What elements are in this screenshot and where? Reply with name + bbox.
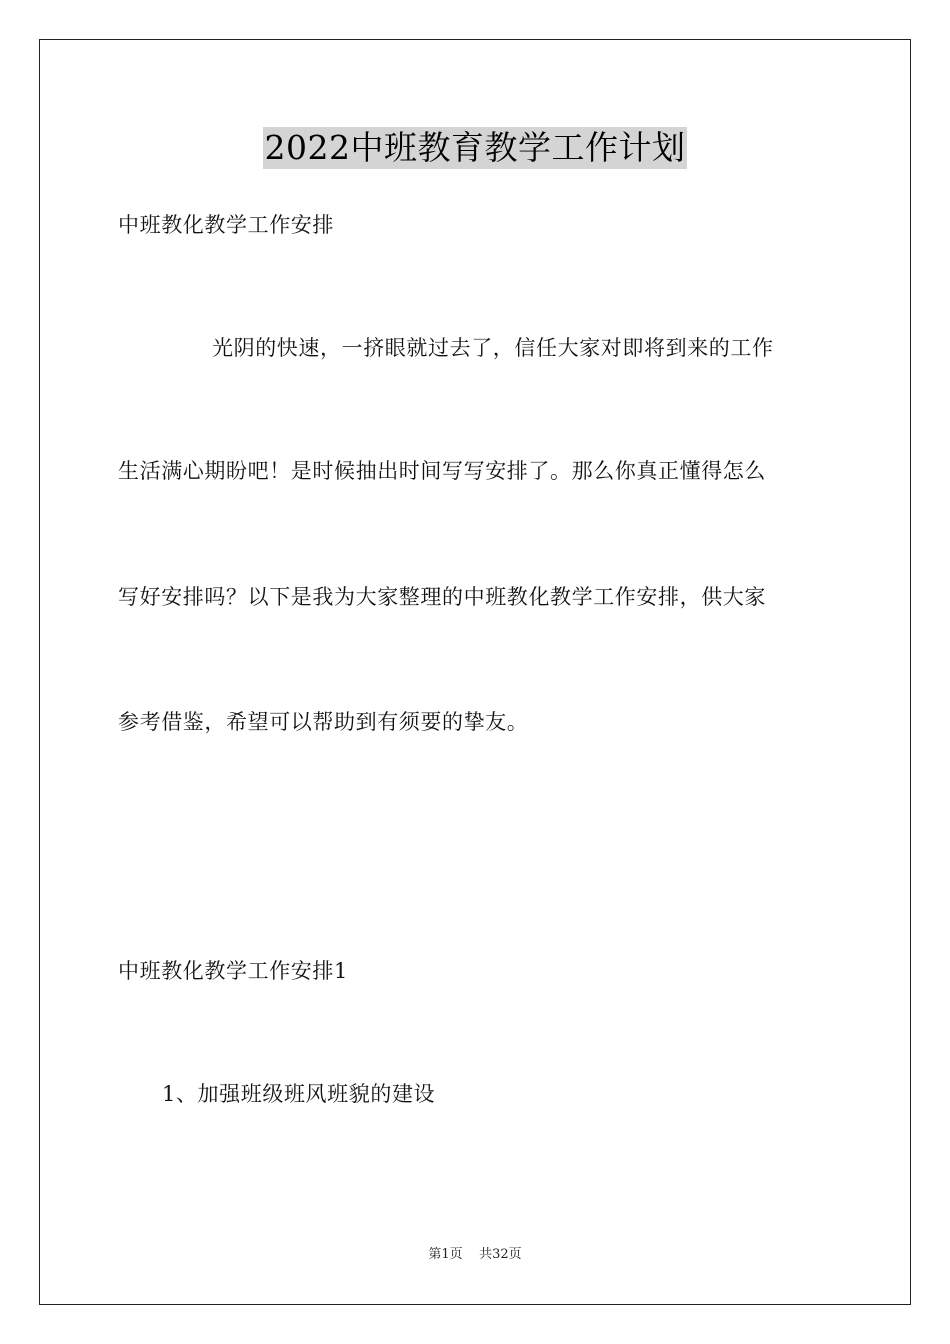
document-subtitle: 中班教化教学工作安排: [118, 213, 334, 237]
section-heading: 中班教化教学工作安排1: [118, 959, 348, 983]
paragraph-line-3: 写好安排吗？以下是我为大家整理的中班教化教学工作安排，供大家: [118, 585, 766, 609]
page-number: 第1页: [428, 1247, 463, 1262]
paragraph-line-1: 光阴的快速，一挤眼就过去了，信任大家对即将到来的工作: [212, 336, 774, 360]
document-title: 2022中班教育教学工作计划: [264, 128, 686, 167]
paragraph-line-2: 生活满心期盼吧！是时候抽出时间写写安排了。那么你真正懂得怎么: [118, 459, 766, 483]
page-footer: [0, 1246, 950, 1264]
paragraph-line-4: 参考借鉴，希望可以帮助到有须要的挚友。: [118, 710, 529, 734]
total-pages: 共32页: [479, 1247, 522, 1262]
title-container: [0, 127, 950, 169]
list-item-1: 1、加强班级班风班貌的建设: [162, 1082, 436, 1106]
